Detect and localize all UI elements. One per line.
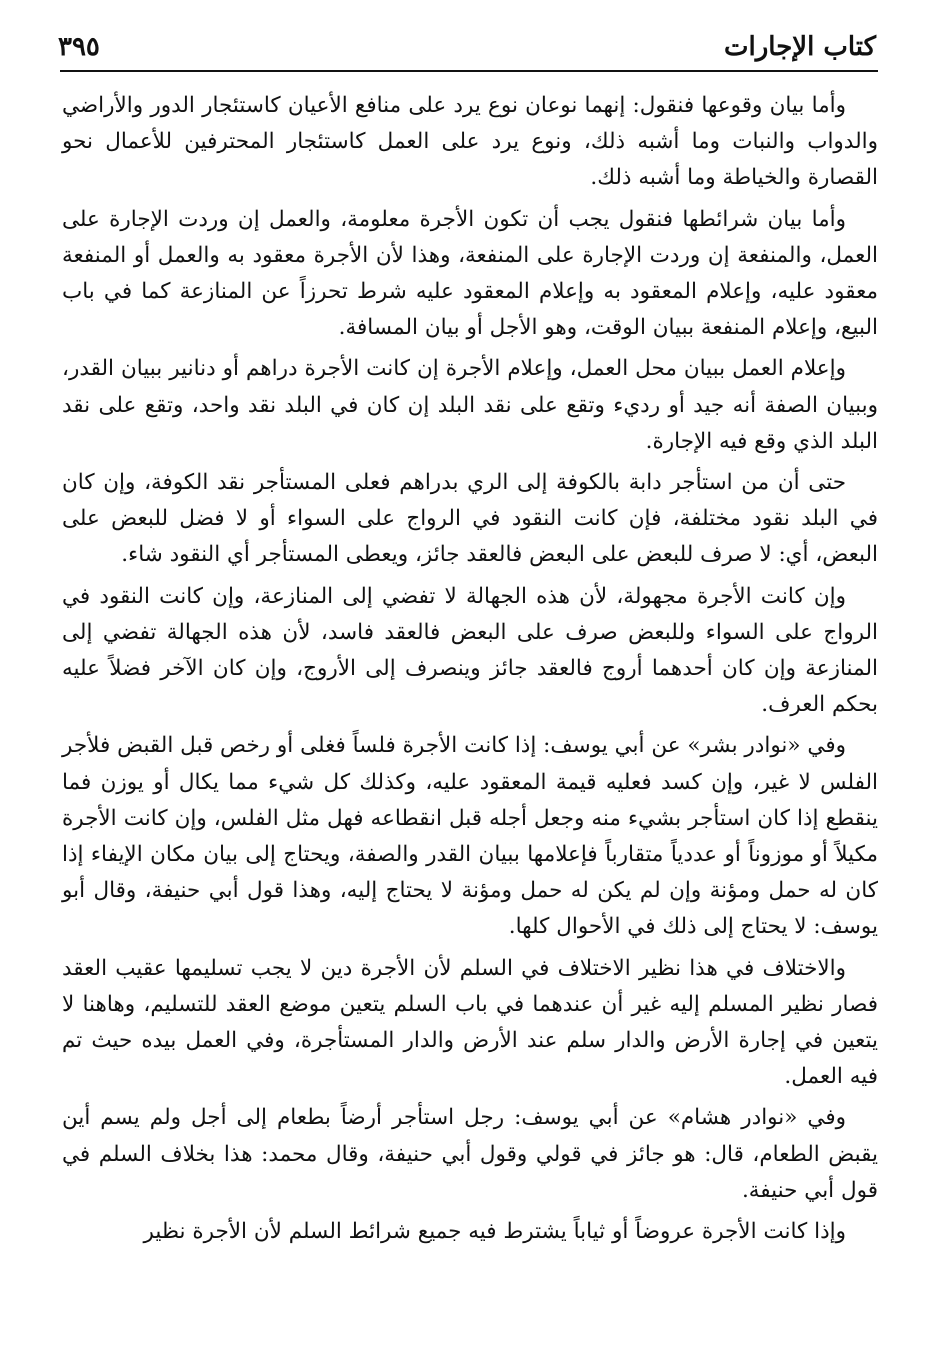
header-divider (60, 70, 878, 72)
paragraph: وفي «نوادر هشام» عن أبي يوسف: رجل استأجر أرضاً بطعام إلى أجل ولم يسم أين يقبض الطعام، قال: هو جائز في قولي وقول أبي حنيفة، وقال محمد: هذا بخلاف السلم في قول أبي حنيفة. (62, 1105, 878, 1203)
paragraph: وأما بيان شرائطها فنقول يجب أن تكون الأجرة معلومة، والعمل إن وردت الإجارة على العمل، والمنفعة إن وردت الإجارة على المنفعة، وهذا لأن الأجرة معقود به والعمل أو المنفعة معقود عليه، وإعلام المعقود به وإعلام المعقود عليه شرط تحرزاً عن المنازعة كما في باب البيع، وإعلام المنفعة ببيان الوقت، وهو الأجل أو بيان المسافة. (62, 206, 878, 341)
page-number: ٣٩٥ (58, 32, 100, 62)
page-header (58, 22, 876, 70)
body-text (62, 88, 878, 1255)
paragraph: وإذا كانت الأجرة عروضاً أو ثياباً يشترط فيه جميع شرائط السلم لأن الأجرة نظير (143, 1219, 846, 1245)
paragraph: حتى أن من استأجر دابة بالكوفة إلى الري بدراهم فعلى المستأجر نقد الكوفة، وإن كان في البلد نقود مختلفة، فإن كانت النقود في الرواج على السواء أو لا فضل للبعض على البعض، أي: لا صرف للبعض على البعض فالعقد جائز، ويعطى المستأجر أي النقود شاء. (62, 470, 878, 568)
paragraph: وفي «نوادر بشر» عن أبي يوسف: إذا كانت الأجرة فلساً فغلى أو رخص قبل القبض فلأجر الفلس لا غير، وإن كسد فعليه قيمة المعقود عليه، وكذلك كل شيء مما يكال أو يوزن فما ينقطع إذا كان استأجر بشيء منه وجعل أجله قبل انقطاعه فهل مثل الفلس، وإن كانت الأجرة مكيلاً أو موزوناً أو عددياً متقارباً فإعلامها ببيان القدر والصفة، ويحتاج إلى بيان مكان الإيفاء إذا كان له حمل ومؤنة وإن لم يكن له حمل ومؤنة لا يحتاج إليه، وهذا قول أبي حنيفة، وقال أبو يوسف: لا يحتاج إلى ذلك في الأحوال كلها. (62, 733, 878, 940)
paragraph: وإن كانت الأجرة مجهولة، لأن هذه الجهالة لا تفضي إلى المنازعة، وإن كانت النقود في الرواج على السواء وللبعض صرف على البعض فالعقد فاسد، لأن هذه الجهالة تفضي إلى المنازعة وإن كان أحدهما أروج فالعقد جائز وينصرف إلى الأروج، وإن كان الآخر فضلاً عليه بحكم العرف. (62, 583, 878, 718)
paragraph: والاختلاف في هذا نظير الاختلاف في السلم لأن الأجرة دين لا يجب تسليمها عقيب العقد فصار نظير المسلم إليه غير أن عندهما في باب السلم يتعين موضع العقد للتسليم، وهاهنا لا يتعين في إجارة الأرض والدار سلم عند الأرض والدار المستأجرة، وفي العمل بيده حيث تم فيه العمل. (62, 955, 878, 1090)
running-title: كتاب الإجارات (724, 32, 876, 62)
paragraph: وأما بيان وقوعها فنقول: إنهما نوعان نوع يرد على منافع الأعيان كاستئجار الدور والأراضي والدواب والنبات وما أشبه ذلك، ونوع يرد على العمل كاستئجار المحترفين للأعمال نحو القصارة والخياطة وما أشبه ذلك. (62, 93, 878, 191)
paragraph: وإعلام العمل ببيان محل العمل، وإعلام الأجرة إن كانت الأجرة دراهم أو دنانير ببيان القدر، وببيان الصفة أنه جيد أو رديء وتقع على نقد البلد إن كان في البلد نقد واحد، وتقع على نقد البلد الذي وقع فيه الإجارة. (62, 356, 878, 454)
